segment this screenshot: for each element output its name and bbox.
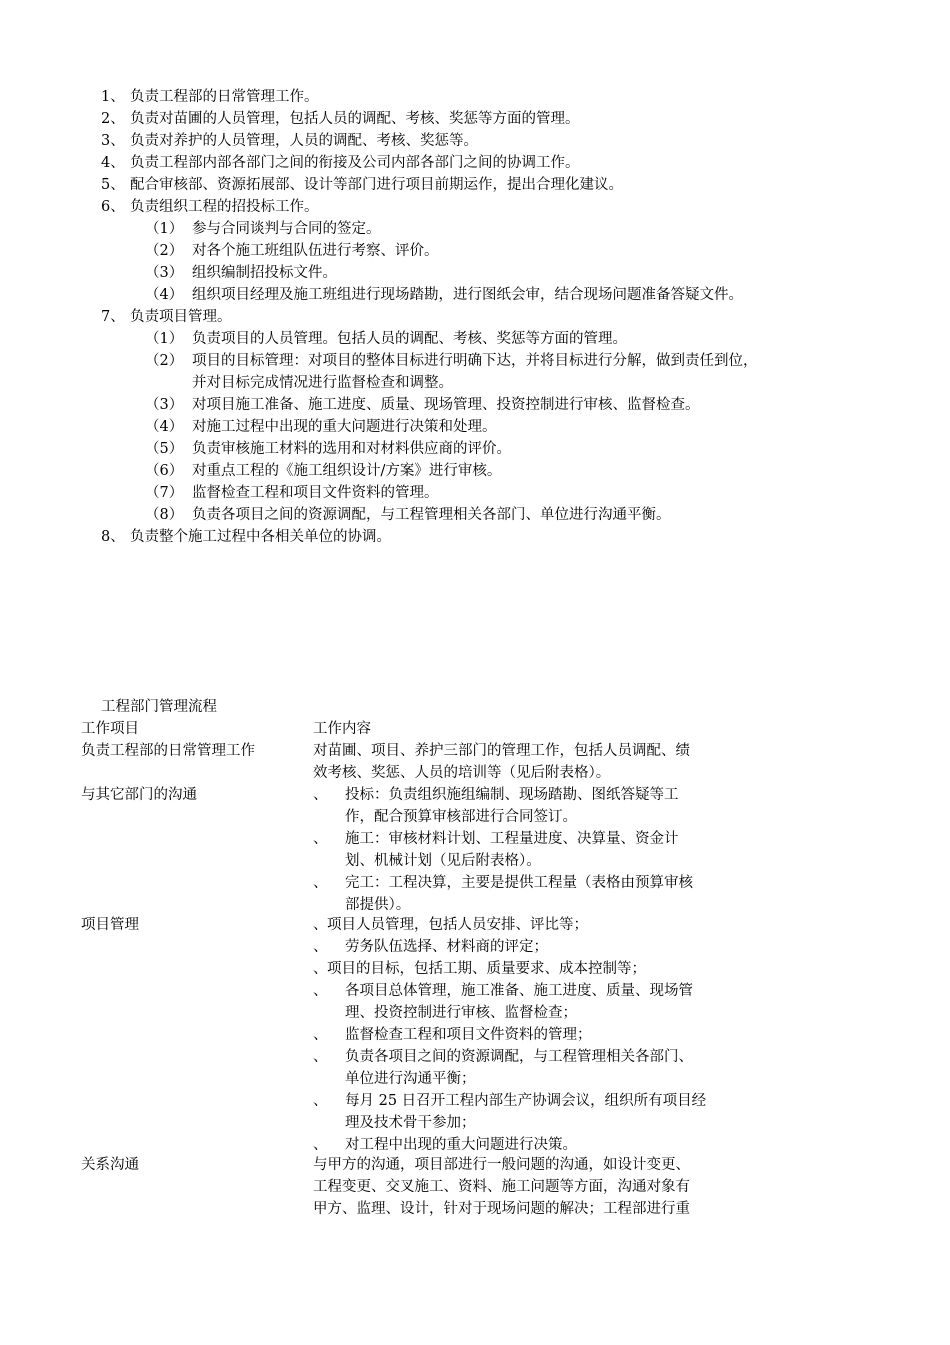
sub-list-item (0, 218, 950, 240)
content-line (313, 1176, 773, 1198)
sub-item-text: 对施工过程中出现的重大问题进行决策和处理。 (192, 419, 497, 435)
list-item (0, 526, 950, 548)
sub-list-item (0, 416, 950, 438)
item-text: 负责项目管理。 (130, 309, 232, 325)
header-work-content: 工作内容 (313, 721, 371, 737)
item-number: 4、 (101, 155, 125, 171)
sub-item-number: （2） (145, 353, 184, 369)
bullet-mark: 、 (313, 1093, 328, 1109)
sub-item-text: 负责审核施工材料的选用和对材料供应商的评价。 (192, 441, 511, 457)
bullet-text: 部提供）。 (345, 897, 411, 913)
sub-list-item (0, 438, 950, 460)
bullet-line (313, 914, 773, 936)
item-number: 3、 (101, 133, 125, 149)
bullet-mark: 、 (313, 1027, 328, 1043)
item-number: 1、 (101, 89, 125, 105)
sub-list-item (0, 328, 950, 350)
work-content-cell (313, 784, 773, 916)
bullet-text: 项目人员管理，包括人员安排、评比等； (327, 917, 588, 933)
content-line (313, 762, 773, 784)
sub-item-text: 对项目施工准备、施工进度、质量、现场管理、投资控制进行审核、监督检查。 (192, 397, 700, 413)
table-row (0, 914, 950, 1156)
bullet-text: 理及技术骨干参加； (345, 1115, 476, 1131)
bullet-line (313, 850, 773, 872)
content-text: 与甲方的沟通，项目部进行一般问题的沟通，如设计变更、 (313, 1157, 690, 1173)
list-item (0, 306, 950, 328)
bullet-text: 劳务队伍选择、材料商的评定； (345, 939, 548, 955)
sub-item-text: 负责各项目之间的资源调配，与工程管理相关各部门、单位进行沟通平衡。 (192, 507, 671, 523)
sub-item-number: （7） (145, 485, 184, 501)
bullet-line (313, 1090, 773, 1112)
sub-list-item (0, 350, 950, 394)
work-item-cell: 项目管理 (81, 917, 139, 933)
sub-list-item (0, 394, 950, 416)
sub-item-number: （3） (145, 265, 184, 281)
table-row (0, 1154, 950, 1220)
content-line (313, 1198, 773, 1220)
bullet-line (313, 784, 773, 806)
bullet-line (313, 1134, 773, 1156)
bullet-line (313, 828, 773, 850)
bullet-line (313, 980, 773, 1002)
bullet-mark: 、 (313, 1049, 328, 1065)
work-item-cell: 负责工程部的日常管理工作 (81, 743, 255, 759)
bullet-text: 投标：负责组织施组编制、现场踏勘、图纸答疑等工 (345, 787, 679, 803)
item-text: 负责对苗圃的人员管理，包括人员的调配、考核、奖惩等方面的管理。 (130, 111, 580, 127)
list-item (0, 130, 950, 152)
bullet-text: 划、机械计划（见后附表格）。 (345, 853, 541, 869)
bullet-line (313, 1046, 773, 1068)
sub-item-number: （6） (145, 463, 184, 479)
sub-item-text: 项目的目标管理：对项目的整体目标进行明确下达，并将目标进行分解，做到责任到位， (192, 353, 758, 369)
sub-item-text: 参与合同谈判与合同的签定。 (192, 221, 381, 237)
bullet-line (313, 1112, 773, 1134)
bullet-line (313, 1002, 773, 1024)
content-text: 甲方、监理、设计，针对于现场问题的解决；工程部进行重 (313, 1201, 690, 1217)
item-number: 7、 (101, 309, 125, 325)
bullet-text: 监督检查工程和项目文件资料的管理； (345, 1027, 592, 1043)
work-item-cell: 关系沟通 (81, 1157, 139, 1173)
bullet-mark: 、 (313, 831, 328, 847)
bullet-text: 单位进行沟通平衡； (345, 1071, 476, 1087)
sub-item-text: 对重点工程的《施工组织设计/方案》进行审核。 (192, 463, 502, 479)
item-text: 负责工程部的日常管理工作。 (130, 89, 319, 105)
bullet-mark: 、 (313, 983, 328, 999)
content-line (313, 740, 773, 762)
list-item (0, 152, 950, 174)
item-text: 配合审核部、资源拓展部、设计等部门进行项目前期运作，提出合理化建议。 (130, 177, 623, 193)
content-text: 对苗圃、项目、养护三部门的管理工作，包括人员调配、绩 (313, 743, 690, 759)
duty-list (0, 86, 950, 548)
bullet-mark: 、 (313, 961, 328, 977)
sub-item-text: 组织编制招投标文件。 (192, 265, 337, 281)
sub-item-number: （1） (145, 221, 184, 237)
work-content-cell (313, 1154, 773, 1220)
bullet-line (313, 936, 773, 958)
bullet-text: 作，配合预算审核部进行合同签订。 (345, 809, 577, 825)
sub-item-text-continued: 并对目标完成情况进行监督检查和调整。 (192, 375, 453, 391)
sub-item-text: 监督检查工程和项目文件资料的管理。 (192, 485, 439, 501)
item-number: 8、 (101, 529, 125, 545)
content-text: 效考核、奖惩、人员的培训等（见后附表格）。 (313, 765, 611, 781)
table-row (0, 784, 950, 916)
item-text: 负责整个施工过程中各相关单位的协调。 (130, 529, 391, 545)
item-number: 2、 (101, 111, 125, 127)
bullet-mark: 、 (313, 939, 328, 955)
sub-item-number: （1） (145, 331, 184, 347)
bullet-line (313, 958, 773, 980)
work-item-cell: 与其它部门的沟通 (81, 787, 197, 803)
sub-list-item (0, 262, 950, 284)
sub-item-number: （4） (145, 419, 184, 435)
list-item (0, 86, 950, 108)
flow-title: 工程部门管理流程 (101, 699, 217, 715)
bullet-mark: 、 (313, 787, 328, 803)
sub-list-item (0, 504, 950, 526)
sub-item-number: （5） (145, 441, 184, 457)
bullet-text: 对工程中出现的重大问题进行决策。 (345, 1137, 577, 1153)
sub-list-item (0, 284, 950, 306)
sub-item-text: 负责项目的人员管理。包括人员的调配、考核、奖惩等方面的管理。 (192, 331, 627, 347)
sub-list-item (0, 482, 950, 504)
bullet-text: 理、投资控制进行审核、监督检查； (345, 1005, 577, 1021)
item-text: 负责组织工程的招投标工作。 (130, 199, 319, 215)
bullet-line (313, 894, 773, 916)
sub-item-number: （2） (145, 243, 184, 259)
table-row (0, 740, 950, 784)
bullet-line (313, 806, 773, 828)
table-header-row (0, 718, 950, 740)
sub-item-text: 组织项目经理及施工班组进行现场踏勘，进行图纸会审，结合现场问题准备答疑文件。 (192, 287, 743, 303)
content-line (313, 1154, 773, 1176)
sub-list-item (0, 240, 950, 262)
bullet-text: 项目的目标，包括工期、质量要求、成本控制等； (327, 961, 646, 977)
sub-item-number: （4） (145, 287, 184, 303)
list-item (0, 174, 950, 196)
sub-item-number: （3） (145, 397, 184, 413)
header-work-item: 工作项目 (81, 721, 139, 737)
bullet-text: 各项目总体管理，施工准备、施工进度、质量、现场管 (345, 983, 693, 999)
bullet-mark: 、 (313, 917, 328, 933)
bullet-text: 每月 25 日召开工程内部生产协调会议，组织所有项目经 (345, 1093, 707, 1109)
item-number: 6、 (101, 199, 125, 215)
bullet-text: 完工：工程决算，主要是提供工程量（表格由预算审核 (345, 875, 693, 891)
sub-list-item (0, 460, 950, 482)
bullet-line (313, 1068, 773, 1090)
work-content-cell (313, 914, 773, 1156)
content-text: 工程变更、交叉施工、资料、施工问题等方面，沟通对象有 (313, 1179, 690, 1195)
bullet-text: 施工：审核材料计划、工程量进度、决算量、资金计 (345, 831, 679, 847)
list-item (0, 196, 950, 218)
bullet-line (313, 1024, 773, 1046)
list-item (0, 108, 950, 130)
item-text: 负责工程部内部各部门之间的衔接及公司内部各部门之间的协调工作。 (130, 155, 580, 171)
bullet-mark: 、 (313, 1137, 328, 1153)
bullet-mark: 、 (313, 875, 328, 891)
item-text: 负责对养护的人员管理，人员的调配、考核、奖惩等。 (130, 133, 478, 149)
sub-item-number: （8） (145, 507, 184, 523)
flow-table (0, 718, 950, 1217)
bullet-text: 负责各项目之间的资源调配，与工程管理相关各部门、 (345, 1049, 693, 1065)
work-content-cell (313, 740, 773, 784)
bullet-line (313, 872, 773, 894)
item-number: 5、 (101, 177, 125, 193)
sub-item-text: 对各个施工班组队伍进行考察、评价。 (192, 243, 439, 259)
